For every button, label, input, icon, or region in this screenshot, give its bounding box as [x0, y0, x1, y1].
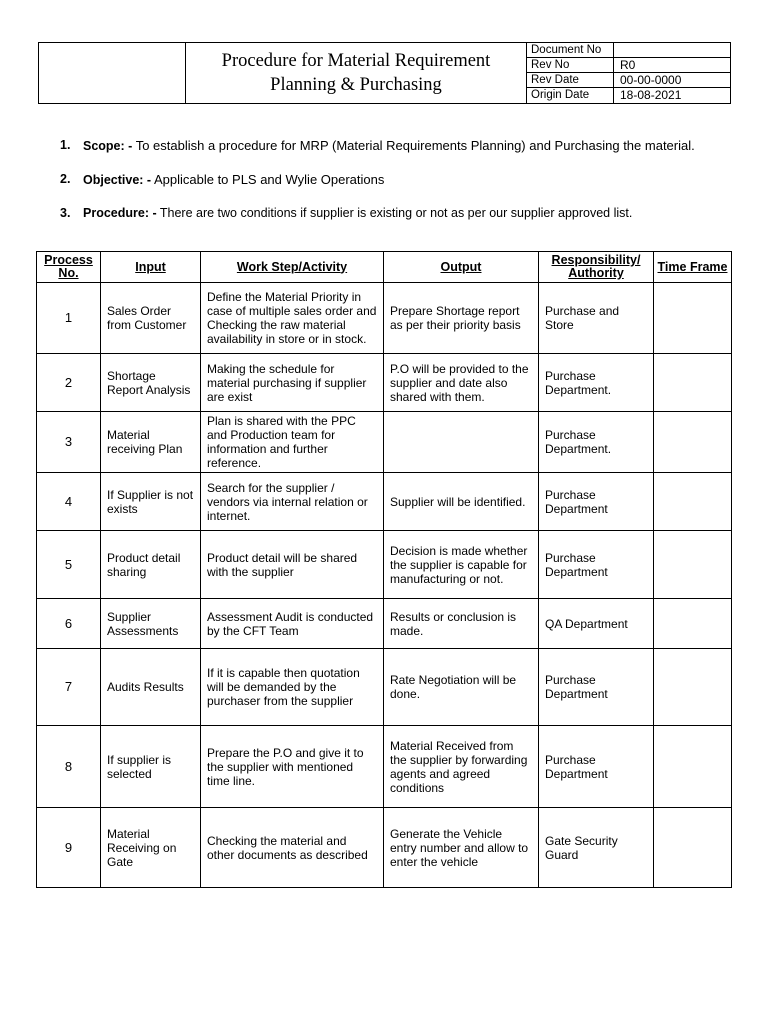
time-frame-cell	[654, 283, 732, 354]
meta-value: 00-00-0000	[620, 73, 682, 87]
header-work-step: Work Step/Activity	[201, 252, 384, 283]
time-frame-cell	[654, 649, 732, 726]
header-output: Output	[384, 252, 539, 283]
scope-text: To establish a procedure for MRP (Material Requirements Planning) and Purchasing the material.	[132, 138, 695, 153]
logo-cell	[39, 43, 186, 103]
header-responsibility: Responsibility/ Authority	[539, 252, 654, 283]
scope-item	[60, 138, 700, 154]
header-time-frame: Time Frame	[654, 252, 732, 283]
scope-label: Scope: -	[83, 139, 133, 153]
procedure-label: Procedure: -	[83, 206, 157, 220]
item-number: 1.	[60, 138, 71, 152]
output-cell: Supplier will be identified.	[384, 473, 539, 531]
meta-value: R0	[620, 58, 636, 72]
meta-row-rev-date	[527, 73, 731, 88]
header-input: Input	[101, 252, 201, 283]
time-frame-cell	[654, 412, 732, 473]
activity-cell: Checking the material and other documents as described	[201, 808, 384, 888]
process-no: 2	[37, 354, 101, 412]
output-cell	[384, 412, 539, 473]
item-number: 3.	[60, 206, 71, 220]
activity-cell: Prepare the P.O and give it to the supplier with mentioned time line.	[201, 726, 384, 808]
table-header-row	[37, 252, 732, 283]
input-cell: Audits Results	[101, 649, 201, 726]
process-no: 6	[37, 599, 101, 649]
responsibility-cell: Purchase Department	[539, 473, 654, 531]
responsibility-cell: Purchase Department	[539, 531, 654, 599]
responsibility-cell: Gate Security Guard	[539, 808, 654, 888]
table-row	[37, 283, 732, 354]
responsibility-cell: Purchase Department	[539, 649, 654, 726]
responsibility-cell: Purchase Department.	[539, 412, 654, 473]
responsibility-cell: Purchase Department	[539, 726, 654, 808]
meta-label: Rev No	[527, 58, 614, 72]
table-row	[37, 808, 732, 888]
output-cell: Decision is made whether the supplier is capable for manufacturing or not.	[384, 531, 539, 599]
activity-cell: Search for the supplier / vendors via internal relation or internet.	[201, 473, 384, 531]
process-no: 1	[37, 283, 101, 354]
header-process-no: Process No.	[37, 252, 101, 283]
process-no: 5	[37, 531, 101, 599]
activity-cell: If it is capable then quotation will be demanded by the purchaser from the supplier	[201, 649, 384, 726]
procedure-table	[36, 251, 732, 888]
output-cell: Generate the Vehicle entry number and allow to enter the vehicle	[384, 808, 539, 888]
table-row	[37, 354, 732, 412]
input-cell: Product detail sharing	[101, 531, 201, 599]
activity-cell: Define the Material Priority in case of multiple sales order and Checking the raw material availability in store or in stock.	[201, 283, 384, 354]
process-no: 8	[37, 726, 101, 808]
meta-value	[614, 43, 731, 57]
table-row	[37, 649, 732, 726]
process-no: 7	[37, 649, 101, 726]
responsibility-cell: Purchase Department.	[539, 354, 654, 412]
meta-row-document-no	[527, 43, 731, 58]
activity-cell: Assessment Audit is conducted by the CFT Team	[201, 599, 384, 649]
output-cell: Results or conclusion is made.	[384, 599, 539, 649]
table-row	[37, 412, 732, 473]
input-cell: Supplier Assessments	[101, 599, 201, 649]
table-row	[37, 726, 732, 808]
input-cell: Material receiving Plan	[101, 412, 201, 473]
document-title	[186, 43, 527, 103]
output-cell: Material Received from the supplier by forwarding agents and agreed conditions	[384, 726, 539, 808]
meta-label: Document No	[527, 43, 614, 57]
meta-value: 18-08-2021	[620, 88, 682, 102]
activity-cell: Making the schedule for material purchasing if supplier are exist	[201, 354, 384, 412]
item-number: 2.	[60, 172, 71, 186]
input-cell: Shortage Report Analysis	[101, 354, 201, 412]
input-cell: Sales Order from Customer	[101, 283, 201, 354]
process-no: 3	[37, 412, 101, 473]
responsibility-cell: Purchase and Store	[539, 283, 654, 354]
intro-list	[60, 138, 700, 239]
time-frame-cell	[654, 531, 732, 599]
objective-text: Applicable to PLS and Wylie Operations	[151, 172, 385, 187]
output-cell: Prepare Shortage report as per their priority basis	[384, 283, 539, 354]
input-cell: Material Receiving on Gate	[101, 808, 201, 888]
output-cell: P.O will be provided to the supplier and date also shared with them.	[384, 354, 539, 412]
input-cell: If Supplier is not exists	[101, 473, 201, 531]
activity-cell: Product detail will be shared with the supplier	[201, 531, 384, 599]
time-frame-cell	[654, 599, 732, 649]
objective-label: Objective: -	[83, 173, 152, 187]
title-line-2: Planning & Purchasing	[270, 75, 442, 95]
output-cell: Rate Negotiation will be done.	[384, 649, 539, 726]
meta-label: Rev Date	[527, 73, 614, 87]
table-row	[37, 473, 732, 531]
time-frame-cell	[654, 473, 732, 531]
meta-row-origin-date	[527, 88, 731, 103]
input-cell: If supplier is selected	[101, 726, 201, 808]
table-row	[37, 599, 732, 649]
meta-row-rev-no	[527, 58, 731, 73]
document-header	[38, 42, 731, 104]
time-frame-cell	[654, 354, 732, 412]
time-frame-cell	[654, 808, 732, 888]
meta-label: Origin Date	[527, 88, 614, 103]
procedure-text: There are two conditions if supplier is existing or not as per our supplier approved list.	[156, 206, 633, 220]
document-meta	[527, 43, 731, 103]
title-line-1: Procedure for Material Requirement	[221, 51, 491, 71]
table-row	[37, 531, 732, 599]
time-frame-cell	[654, 726, 732, 808]
activity-cell: Plan is shared with the PPC and Production team for information and further reference.	[201, 412, 384, 473]
procedure-item	[60, 206, 700, 221]
responsibility-cell: QA Department	[539, 599, 654, 649]
process-no: 9	[37, 808, 101, 888]
process-no: 4	[37, 473, 101, 531]
objective-item	[60, 172, 700, 188]
